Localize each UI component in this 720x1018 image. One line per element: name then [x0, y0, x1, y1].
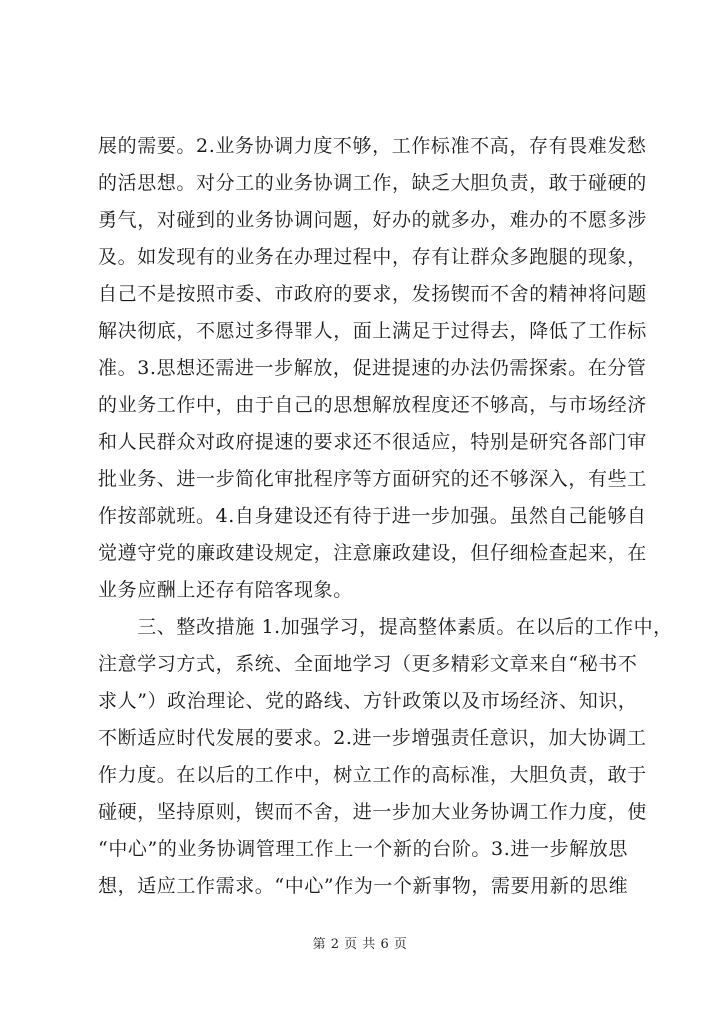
text-line: 勇气，对碰到的业务协调问题，好办的就多办，难办的不愿多涉: [98, 209, 647, 231]
text-line: 业务应酬上还存有陪客现象。: [98, 579, 353, 601]
section-heading-line: 三、整改措施 1.加强学习，提高整体素质。在以后的工作中，: [98, 616, 673, 638]
text-line: 准。3.思想还需进一步解放，促进提速的办法仍需探索。在分管: [98, 357, 647, 379]
text-line: 不断适应时代发展的要求。2.进一步增强责任意识，加大协调工: [98, 727, 647, 749]
text-line: 解决彻底，不愿过多得罪人，面上满足于过得去，降低了工作标: [98, 320, 647, 342]
text-line: 求人”）政治理论、党的路线、方针政策以及市场经济、知识，: [98, 690, 638, 712]
text-line: 的业务工作中，由于自己的思想解放程度还不够高，与市场经济: [98, 394, 647, 416]
text-line: 作力度。在以后的工作中，树立工作的高标准，大胆负责，敢于: [98, 764, 647, 786]
text-line: 作按部就班。4.自身建设还有待于进一步加强。虽然自己能够自: [98, 505, 647, 527]
text-line: 自己不是按照市委、市政府的要求，发扬锲而不舍的精神将问题: [98, 283, 647, 305]
page-number-footer: 第 2 页 共 6 页: [312, 937, 408, 952]
text-line: 展的需要。2.业务协调力度不够，工作标准不高，存有畏难发愁: [98, 135, 647, 157]
text-line: 和人民群众对政府提速的要求还不很适应，特别是研究各部门审: [98, 431, 647, 453]
text-line: 觉遵守党的廉政建设规定，注意廉政建设，但仔细检查起来，在: [98, 542, 647, 564]
text-line: 碰硬，坚持原则，锲而不舍，进一步加大业务协调工作力度，使: [98, 801, 647, 823]
text-line: 注意学习方式，系统、全面地学习（更多精彩文章来自“秘书不: [98, 653, 638, 675]
text-line: 的活思想。对分工的业务协调工作，缺乏大胆负责，敢于碰硬的: [98, 172, 647, 194]
text-line: 及。如发现有的业务在办理过程中，存有让群众多跑腿的现象，: [98, 246, 647, 268]
body-text: [98, 128, 673, 905]
text-line: “中心”的业务协调管理工作上一个新的台阶。3.进一步解放思: [98, 838, 628, 860]
text-line: 批业务、进一步简化审批程序等方面研究的还不够深入，有些工: [98, 468, 647, 490]
text-line: 想，适应工作需求。“中心”作为一个新事物，需要用新的思维: [98, 875, 629, 897]
